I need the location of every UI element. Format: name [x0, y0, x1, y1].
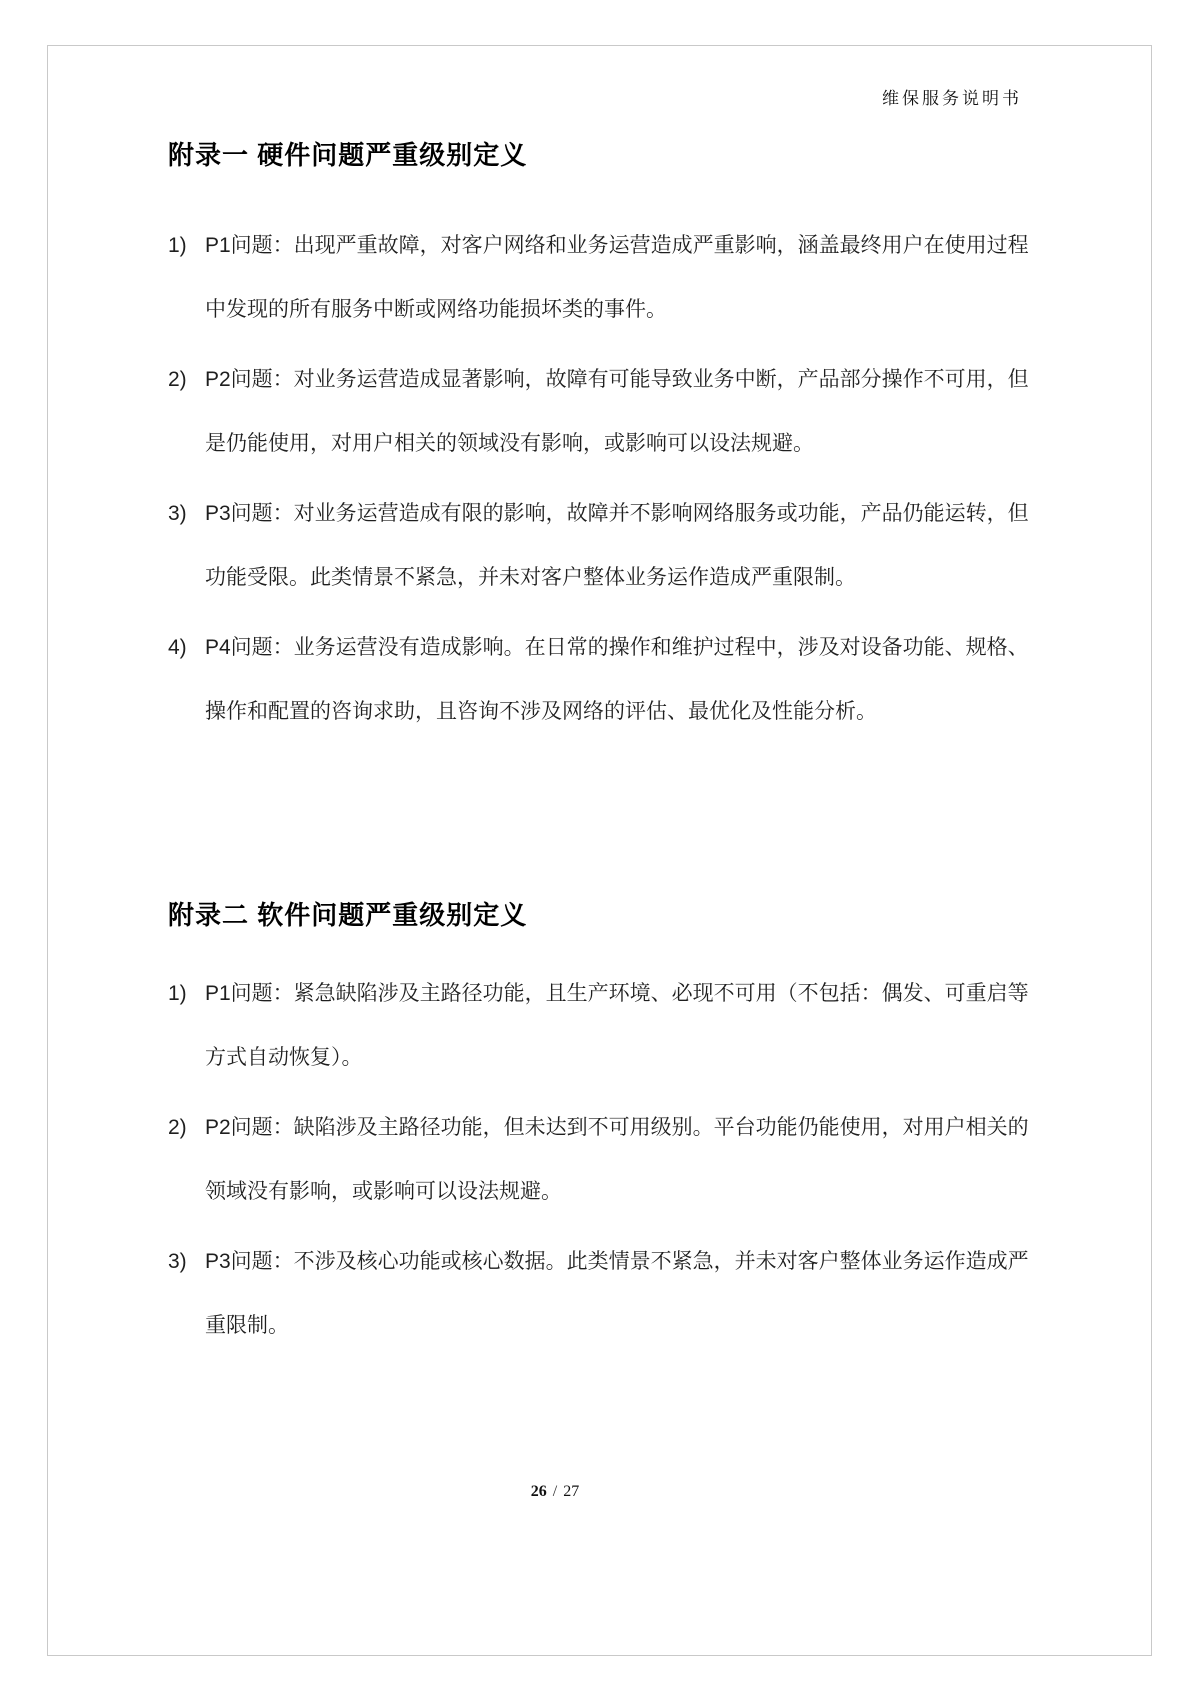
list-item-marker: 3) [168, 502, 187, 525]
list-item-text: P4问题：业务运营没有造成影响。在日常的操作和维护过程中，涉及对设备功能、规格、操作和配置的咨询求助，且咨询不涉及网络的评估、最优化及性能分析。 [205, 636, 1029, 723]
appendix-2-list [168, 962, 1034, 1358]
appendix-1-list [168, 214, 1034, 744]
list-item-text: P1问题：出现严重故障，对客户网络和业务运营造成严重影响，涵盖最终用户在使用过程中发现的所有服务中断或网络功能损坏类的事件。 [205, 234, 1029, 321]
list-item [168, 348, 1034, 476]
list-item [168, 962, 1034, 1090]
list-item-text: P1问题：紧急缺陷涉及主路径功能，且生产环境、必现不可用（不包括：偶发、可重启等方式自动恢复）。 [205, 982, 1029, 1069]
page-number-total: 27 [563, 1483, 580, 1500]
list-item-marker: 2) [168, 368, 187, 391]
page-number-footer [0, 1483, 1110, 1501]
list-item [168, 1096, 1034, 1224]
list-item-text: P3问题：不涉及核心功能或核心数据。此类情景不紧急，并未对客户整体业务运作造成严重限制。 [205, 1250, 1029, 1337]
list-item [168, 482, 1034, 610]
list-item [168, 616, 1034, 744]
list-item-text: P2问题：对业务运营造成显著影响，故障有可能导致业务中断，产品部分操作不可用，但是仍能使用，对用户相关的领域没有影响，或影响可以设法规避。 [205, 368, 1029, 455]
list-item [168, 214, 1034, 342]
list-item-marker: 1) [168, 982, 187, 1005]
list-item-marker: 4) [168, 636, 187, 659]
list-item-text: P2问题：缺陷涉及主路径功能，但未达到不可用级别。平台功能仍能使用，对用户相关的领域没有影响，或影响可以设法规避。 [205, 1116, 1029, 1203]
list-item [168, 1230, 1034, 1358]
appendix-2-heading: 附录二 软件问题严重级别定义 [168, 900, 528, 930]
list-item-marker: 1) [168, 234, 187, 257]
appendix-2-section [168, 895, 1034, 1364]
appendix-1-section [168, 135, 1034, 750]
list-item-marker: 3) [168, 1250, 187, 1273]
appendix-1-heading: 附录一 硬件问题严重级别定义 [168, 140, 528, 170]
page-number-separator: / [552, 1483, 558, 1500]
list-item-marker: 2) [168, 1116, 187, 1139]
page-number-current: 26 [530, 1483, 547, 1500]
list-item-text: P3问题：对业务运营造成有限的影响，故障并不影响网络服务或功能，产品仍能运转，但功能受限。此类情景不紧急，并未对客户整体业务运作造成严重限制。 [205, 502, 1029, 589]
document-header-title: 维保服务说明书 [882, 89, 1022, 108]
